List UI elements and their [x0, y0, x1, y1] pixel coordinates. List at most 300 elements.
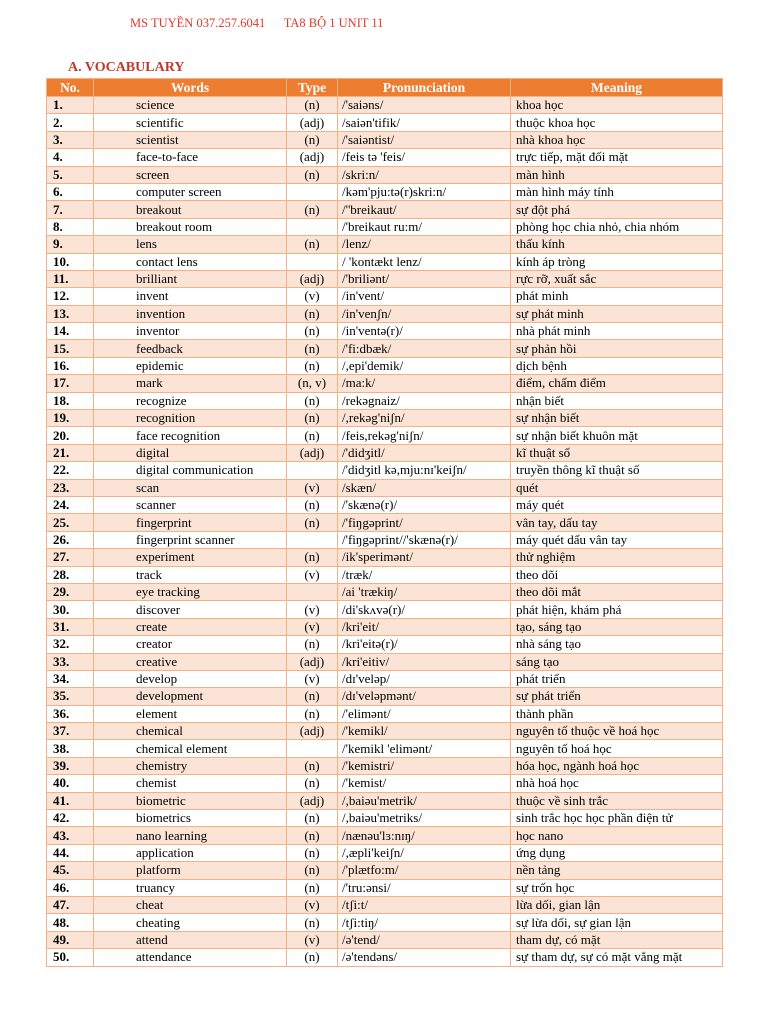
table-row	[47, 618, 723, 635]
pronunciation-cell: /''breikaut/	[338, 201, 511, 218]
row-number: 21.	[47, 444, 94, 461]
table-row	[47, 931, 723, 948]
row-number: 17.	[47, 375, 94, 392]
meaning-cell: sáng tạo	[511, 653, 723, 670]
row-number: 7.	[47, 201, 94, 218]
meaning-cell: thấu kính	[511, 236, 723, 253]
pronunciation-cell: /træk/	[338, 566, 511, 583]
word-cell: recognize	[94, 392, 287, 409]
type-cell: (n)	[287, 131, 338, 148]
pronunciation-cell: /di'skʌvə(r)/	[338, 601, 511, 618]
row-number: 18.	[47, 392, 94, 409]
type-cell: (v)	[287, 601, 338, 618]
meaning-cell: quét	[511, 479, 723, 496]
type-cell: (n)	[287, 97, 338, 114]
row-number: 28.	[47, 566, 94, 583]
meaning-cell: phát minh	[511, 288, 723, 305]
table-row	[47, 705, 723, 722]
word-cell: mark	[94, 375, 287, 392]
row-number: 25.	[47, 514, 94, 531]
word-cell: create	[94, 618, 287, 635]
table-row	[47, 201, 723, 218]
table-row	[47, 792, 723, 809]
pronunciation-cell: /kri'eit/	[338, 618, 511, 635]
type-cell: (n)	[287, 879, 338, 896]
table-row	[47, 97, 723, 114]
meaning-cell: khoa học	[511, 97, 723, 114]
row-number: 48.	[47, 914, 94, 931]
type-cell: (n)	[287, 427, 338, 444]
type-cell: (adj)	[287, 723, 338, 740]
row-number: 29.	[47, 583, 94, 600]
pronunciation-cell: /in'vent/	[338, 288, 511, 305]
type-cell: (n)	[287, 305, 338, 322]
table-row	[47, 688, 723, 705]
table-row	[47, 827, 723, 844]
row-number: 12.	[47, 288, 94, 305]
vocabulary-table-body	[47, 97, 723, 967]
row-number: 19.	[47, 410, 94, 427]
type-cell: (n)	[287, 166, 338, 183]
pronunciation-cell: /ə'tendəns/	[338, 949, 511, 966]
pronunciation-cell: /'kemist/	[338, 775, 511, 792]
pronunciation-cell: /saiən'tifik/	[338, 114, 511, 131]
word-cell: scan	[94, 479, 287, 496]
row-number: 36.	[47, 705, 94, 722]
table-row	[47, 236, 723, 253]
teacher-contact: MS TUYỀN 037.257.6041	[130, 16, 266, 30]
word-cell: scanner	[94, 496, 287, 513]
meaning-cell: theo dõi	[511, 566, 723, 583]
word-cell: experiment	[94, 549, 287, 566]
row-number: 27.	[47, 549, 94, 566]
row-number: 5.	[47, 166, 94, 183]
pronunciation-cell: /dɪ'veləpmənt/	[338, 688, 511, 705]
word-cell: digital communication	[94, 462, 287, 479]
meaning-cell: nguyên tố thuộc về hoá học	[511, 723, 723, 740]
meaning-cell: thuộc khoa học	[511, 114, 723, 131]
meaning-cell: sự đột phá	[511, 201, 723, 218]
column-header-words: Words	[94, 79, 287, 97]
type-cell: (v)	[287, 670, 338, 687]
word-cell: nano learning	[94, 827, 287, 844]
word-cell: invention	[94, 305, 287, 322]
pronunciation-cell: /'tru:ənsi/	[338, 879, 511, 896]
pronunciation-cell: /'skænə(r)/	[338, 496, 511, 513]
meaning-cell: học nano	[511, 827, 723, 844]
word-cell: breakout	[94, 201, 287, 218]
type-cell: (v)	[287, 566, 338, 583]
pronunciation-cell: /tʃi:t/	[338, 896, 511, 913]
pronunciation-cell: /'briliənt/	[338, 270, 511, 287]
word-cell: development	[94, 688, 287, 705]
type-cell	[287, 183, 338, 200]
type-cell: (n)	[287, 549, 338, 566]
pronunciation-cell: /'kemikl 'elimənt/	[338, 740, 511, 757]
table-row	[47, 549, 723, 566]
word-cell: face-to-face	[94, 149, 287, 166]
word-cell: face recognition	[94, 427, 287, 444]
pronunciation-cell: /rekəgnaiz/	[338, 392, 511, 409]
table-row	[47, 131, 723, 148]
table-row	[47, 305, 723, 322]
row-number: 24.	[47, 496, 94, 513]
word-cell: track	[94, 566, 287, 583]
word-cell: lens	[94, 236, 287, 253]
pronunciation-cell: /'breikaut ru:m/	[338, 218, 511, 235]
meaning-cell: sinh trắc học học phần điện tử	[511, 810, 723, 827]
pronunciation-cell: /'didʒitl kə,mju:nɪ'keiʃn/	[338, 462, 511, 479]
row-number: 11.	[47, 270, 94, 287]
meaning-cell: nguyên tố hoá học	[511, 740, 723, 757]
column-header-pronunciation: Pronunciation	[338, 79, 511, 97]
row-number: 15.	[47, 340, 94, 357]
word-cell: brilliant	[94, 270, 287, 287]
type-cell: (adj)	[287, 114, 338, 131]
meaning-cell: điểm, chấm điểm	[511, 375, 723, 392]
meaning-cell: nhà khoa học	[511, 131, 723, 148]
type-cell: (n)	[287, 410, 338, 427]
type-cell	[287, 531, 338, 548]
meaning-cell: nhà sáng tạo	[511, 636, 723, 653]
table-row	[47, 566, 723, 583]
word-cell: platform	[94, 862, 287, 879]
pronunciation-cell: /lenz/	[338, 236, 511, 253]
word-cell: biometrics	[94, 810, 287, 827]
meaning-cell: hóa học, ngành hoá học	[511, 757, 723, 774]
meaning-cell: sự tham dự, sự có mặt vắng mặt	[511, 949, 723, 966]
table-row	[47, 636, 723, 653]
meaning-cell: sự trốn học	[511, 879, 723, 896]
row-number: 42.	[47, 810, 94, 827]
pronunciation-cell: /in'venʃn/	[338, 305, 511, 322]
pronunciation-cell: /ik'sperimənt/	[338, 549, 511, 566]
meaning-cell: vân tay, dấu tay	[511, 514, 723, 531]
word-cell: element	[94, 705, 287, 722]
meaning-cell: lừa dối, gian lận	[511, 896, 723, 913]
type-cell	[287, 218, 338, 235]
type-cell: (n)	[287, 496, 338, 513]
pronunciation-cell: /ma:k/	[338, 375, 511, 392]
meaning-cell: sự phát minh	[511, 305, 723, 322]
row-number: 33.	[47, 653, 94, 670]
word-cell: digital	[94, 444, 287, 461]
type-cell: (n)	[287, 236, 338, 253]
meaning-cell: thử nghiệm	[511, 549, 723, 566]
word-cell: recognition	[94, 410, 287, 427]
table-row	[47, 392, 723, 409]
type-cell: (v)	[287, 931, 338, 948]
table-row	[47, 896, 723, 913]
table-row	[47, 218, 723, 235]
type-cell: (adj)	[287, 270, 338, 287]
table-row	[47, 410, 723, 427]
vocabulary-table	[46, 78, 723, 967]
table-row	[47, 653, 723, 670]
row-number: 31.	[47, 618, 94, 635]
row-number: 41.	[47, 792, 94, 809]
type-cell: (n)	[287, 705, 338, 722]
table-row	[47, 914, 723, 931]
word-cell: develop	[94, 670, 287, 687]
table-row	[47, 253, 723, 270]
pronunciation-cell: /'fi:dbæk/	[338, 340, 511, 357]
table-row	[47, 114, 723, 131]
type-cell: (adj)	[287, 149, 338, 166]
table-row	[47, 949, 723, 966]
meaning-cell: kính áp tròng	[511, 253, 723, 270]
meaning-cell: tạo, sáng tạo	[511, 618, 723, 635]
word-cell: screen	[94, 166, 287, 183]
row-number: 9.	[47, 236, 94, 253]
table-row	[47, 601, 723, 618]
pronunciation-cell: /kəm'pju:tə(r)skri:n/	[338, 183, 511, 200]
pronunciation-cell: /feis tə 'feis/	[338, 149, 511, 166]
word-cell: chemistry	[94, 757, 287, 774]
type-cell: (adj)	[287, 444, 338, 461]
row-number: 23.	[47, 479, 94, 496]
table-row	[47, 531, 723, 548]
row-number: 6.	[47, 183, 94, 200]
table-row	[47, 288, 723, 305]
type-cell: (n)	[287, 688, 338, 705]
word-cell: chemical	[94, 723, 287, 740]
type-cell: (n)	[287, 862, 338, 879]
word-cell: contact lens	[94, 253, 287, 270]
table-row	[47, 462, 723, 479]
type-cell: (n)	[287, 844, 338, 861]
row-number: 50.	[47, 949, 94, 966]
pronunciation-cell: /'fiŋgəprint/	[338, 514, 511, 531]
row-number: 37.	[47, 723, 94, 740]
row-number: 49.	[47, 931, 94, 948]
row-number: 4.	[47, 149, 94, 166]
column-header-no: No.	[47, 79, 94, 97]
column-header-meaning: Meaning	[511, 79, 723, 97]
pronunciation-cell: /tʃi:tiŋ/	[338, 914, 511, 931]
pronunciation-cell: /kri'eitiv/	[338, 653, 511, 670]
pronunciation-cell: /ai 'trækiŋ/	[338, 583, 511, 600]
row-number: 35.	[47, 688, 94, 705]
pronunciation-cell: /'fiŋgəprint//'skænə(r)/	[338, 531, 511, 548]
row-number: 30.	[47, 601, 94, 618]
type-cell: (n)	[287, 949, 338, 966]
row-number: 13.	[47, 305, 94, 322]
pronunciation-cell: /in'ventə(r)/	[338, 323, 511, 340]
word-cell: fingerprint scanner	[94, 531, 287, 548]
meaning-cell: rực rỡ, xuất sắc	[511, 270, 723, 287]
type-cell: (v)	[287, 288, 338, 305]
type-cell: (n)	[287, 775, 338, 792]
meaning-cell: thuộc về sinh trắc	[511, 792, 723, 809]
row-number: 1.	[47, 97, 94, 114]
meaning-cell: sự nhận biết	[511, 410, 723, 427]
meaning-cell: máy quét	[511, 496, 723, 513]
word-cell: chemical element	[94, 740, 287, 757]
row-number: 14.	[47, 323, 94, 340]
meaning-cell: dịch bệnh	[511, 357, 723, 374]
column-header-type: Type	[287, 79, 338, 97]
pronunciation-cell: /,baiəu'metriks/	[338, 810, 511, 827]
table-row	[47, 670, 723, 687]
meaning-cell: nhận biết	[511, 392, 723, 409]
table-row	[47, 862, 723, 879]
row-number: 39.	[47, 757, 94, 774]
pronunciation-cell: /dɪ'veləp/	[338, 670, 511, 687]
meaning-cell: nhà hoá học	[511, 775, 723, 792]
meaning-cell: nhà phát minh	[511, 323, 723, 340]
pronunciation-cell: /skri:n/	[338, 166, 511, 183]
type-cell: (adj)	[287, 792, 338, 809]
unit-title: TA8 BỘ 1 UNIT 11	[283, 16, 384, 30]
row-number: 2.	[47, 114, 94, 131]
word-cell: cheating	[94, 914, 287, 931]
meaning-cell: truyền thông kĩ thuật số	[511, 462, 723, 479]
meaning-cell: máy quét dấu vân tay	[511, 531, 723, 548]
table-row	[47, 357, 723, 374]
table-row	[47, 723, 723, 740]
table-row	[47, 757, 723, 774]
type-cell	[287, 583, 338, 600]
word-cell: chemist	[94, 775, 287, 792]
meaning-cell: phát hiện, khám phá	[511, 601, 723, 618]
type-cell: (n)	[287, 392, 338, 409]
type-cell: (n, v)	[287, 375, 338, 392]
word-cell: attendance	[94, 949, 287, 966]
row-number: 10.	[47, 253, 94, 270]
table-row	[47, 270, 723, 287]
type-cell	[287, 253, 338, 270]
table-row	[47, 149, 723, 166]
pronunciation-cell: /kri'eitə(r)/	[338, 636, 511, 653]
word-cell: computer screen	[94, 183, 287, 200]
type-cell: (n)	[287, 914, 338, 931]
table-row	[47, 514, 723, 531]
meaning-cell: tham dự, có mặt	[511, 931, 723, 948]
table-row	[47, 183, 723, 200]
pronunciation-cell: /'kemistri/	[338, 757, 511, 774]
type-cell: (v)	[287, 479, 338, 496]
row-number: 22.	[47, 462, 94, 479]
word-cell: breakout room	[94, 218, 287, 235]
meaning-cell: màn hình máy tính	[511, 183, 723, 200]
table-row	[47, 427, 723, 444]
table-row	[47, 844, 723, 861]
word-cell: epidemic	[94, 357, 287, 374]
row-number: 8.	[47, 218, 94, 235]
meaning-cell: thành phần	[511, 705, 723, 722]
pronunciation-cell: /'kemikl/	[338, 723, 511, 740]
word-cell: invent	[94, 288, 287, 305]
pronunciation-cell: /,epi'demik/	[338, 357, 511, 374]
table-header-row	[47, 79, 723, 97]
table-row	[47, 323, 723, 340]
table-row	[47, 444, 723, 461]
pronunciation-cell: /,baiəu'metrik/	[338, 792, 511, 809]
type-cell: (v)	[287, 896, 338, 913]
pronunciation-cell: /nænəu'lɜ:nɪŋ/	[338, 827, 511, 844]
word-cell: scientist	[94, 131, 287, 148]
type-cell: (n)	[287, 810, 338, 827]
row-number: 44.	[47, 844, 94, 861]
table-row	[47, 810, 723, 827]
pronunciation-cell: /'saiəntist/	[338, 131, 511, 148]
meaning-cell: kĩ thuật số	[511, 444, 723, 461]
type-cell: (v)	[287, 618, 338, 635]
pronunciation-cell: /feis,rekəg'niʃn/	[338, 427, 511, 444]
meaning-cell: sự lừa dối, sự gian lận	[511, 914, 723, 931]
row-number: 38.	[47, 740, 94, 757]
row-number: 43.	[47, 827, 94, 844]
type-cell: (n)	[287, 357, 338, 374]
pronunciation-cell: /ə'tend/	[338, 931, 511, 948]
word-cell: scientific	[94, 114, 287, 131]
table-row	[47, 375, 723, 392]
type-cell: (n)	[287, 514, 338, 531]
pronunciation-cell: /,æpli'keiʃn/	[338, 844, 511, 861]
word-cell: biometric	[94, 792, 287, 809]
word-cell: eye tracking	[94, 583, 287, 600]
type-cell: (n)	[287, 757, 338, 774]
row-number: 45.	[47, 862, 94, 879]
type-cell: (n)	[287, 323, 338, 340]
row-number: 3.	[47, 131, 94, 148]
pronunciation-cell: /'plætfo:m/	[338, 862, 511, 879]
table-row	[47, 166, 723, 183]
row-number: 47.	[47, 896, 94, 913]
type-cell: (n)	[287, 340, 338, 357]
word-cell: science	[94, 97, 287, 114]
type-cell: (n)	[287, 201, 338, 218]
pronunciation-cell: /,rekəg'niʃn/	[338, 410, 511, 427]
word-cell: attend	[94, 931, 287, 948]
table-row	[47, 496, 723, 513]
pronunciation-cell: /skæn/	[338, 479, 511, 496]
word-cell: discover	[94, 601, 287, 618]
meaning-cell: sự phát triển	[511, 688, 723, 705]
word-cell: application	[94, 844, 287, 861]
meaning-cell: phát triển	[511, 670, 723, 687]
table-row	[47, 583, 723, 600]
pronunciation-cell: /'elimənt/	[338, 705, 511, 722]
type-cell: (n)	[287, 827, 338, 844]
meaning-cell: màn hình	[511, 166, 723, 183]
type-cell	[287, 740, 338, 757]
word-cell: inventor	[94, 323, 287, 340]
row-number: 20.	[47, 427, 94, 444]
pronunciation-cell: /'saiəns/	[338, 97, 511, 114]
type-cell: (adj)	[287, 653, 338, 670]
page-header	[130, 16, 383, 31]
pronunciation-cell: /'didʒitl/	[338, 444, 511, 461]
meaning-cell: ứng dụng	[511, 844, 723, 861]
row-number: 16.	[47, 357, 94, 374]
table-row	[47, 879, 723, 896]
pronunciation-cell: / 'kontækt lenz/	[338, 253, 511, 270]
word-cell: feedback	[94, 340, 287, 357]
row-number: 34.	[47, 670, 94, 687]
table-row	[47, 740, 723, 757]
table-row	[47, 479, 723, 496]
row-number: 46.	[47, 879, 94, 896]
table-row	[47, 775, 723, 792]
word-cell: truancy	[94, 879, 287, 896]
word-cell: creative	[94, 653, 287, 670]
type-cell	[287, 462, 338, 479]
meaning-cell: sự nhận biết khuôn mặt	[511, 427, 723, 444]
meaning-cell: theo dõi mắt	[511, 583, 723, 600]
table-row	[47, 340, 723, 357]
